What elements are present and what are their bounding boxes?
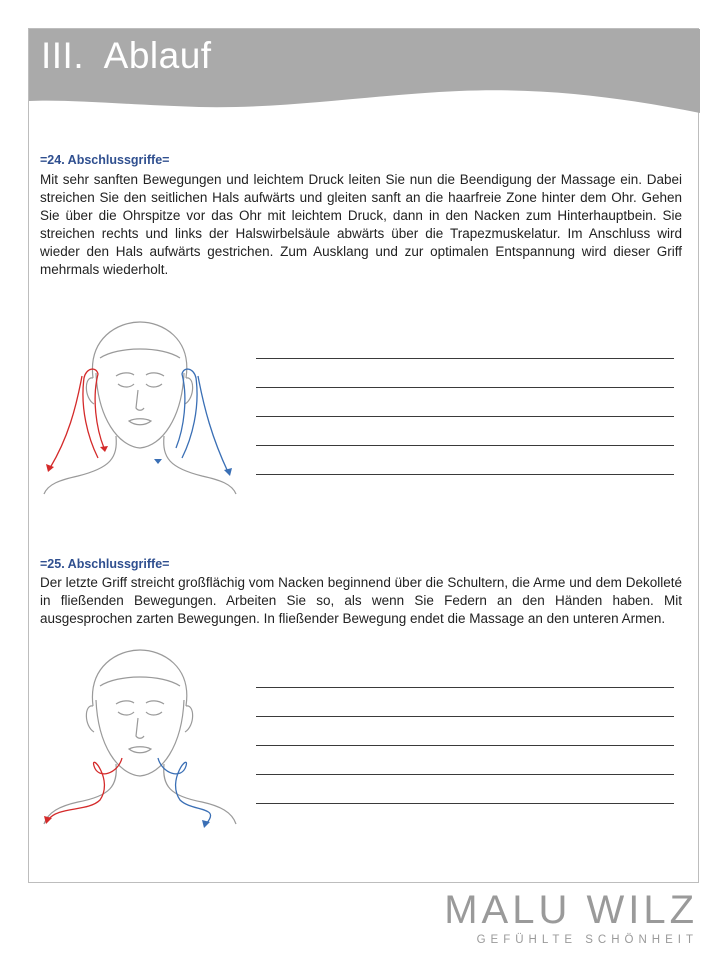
note-line[interactable] bbox=[256, 716, 674, 717]
note-line[interactable] bbox=[256, 687, 674, 688]
section-25-text: Der letzte Griff streicht großflächig vom Nacken beginnend über die Schultern, die Arme und dem Dekolleté in fließenden Bewegungen. Arbeiten Sie so, als wenn Sie Federn an den Händen haben. Mit ausgesprochen zarten Bewegungen. In fließender Bewegung endet die Massage an den unteren Armen. bbox=[40, 575, 682, 626]
note-line[interactable] bbox=[256, 803, 674, 804]
section-24-text: Mit sehr sanften Bewegungen und leichtem Druck leiten Sie nun die Beendigung der Massage ein. Dabei streichen Sie den seitlichen Hals aufwärts und gleiten sanft an die haarfreie Zone hinter dem Ohr. Gehen Sie über die Ohrspitze vor das Ohr mit leichtem Druck, dann in den Nacken zum Hinterhauptbein. Sie streichen rechts und links der Halswirbelsäule abwärts über die Trapezmuskelatur. Im Anschluss wird wieder den Hals aufwärts gestrichen. Zum Ausklang und zur optimalen Entspannung wird dieser Griff mehrmals wiederholt. bbox=[40, 172, 682, 277]
brand-tagline: GEFÜHLTE SCHÖNHEIT bbox=[476, 934, 698, 946]
section-24-heading: =24. Abschlussgriffe= bbox=[40, 153, 170, 167]
note-line[interactable] bbox=[256, 474, 674, 475]
page-title: III. Ablauf bbox=[41, 35, 212, 76]
face-illustration-shoulder-strokes bbox=[38, 648, 238, 828]
section-25-heading: =25. Abschlussgriffe= bbox=[40, 557, 170, 571]
note-line[interactable] bbox=[256, 416, 674, 417]
note-line[interactable] bbox=[256, 745, 674, 746]
note-line[interactable] bbox=[256, 774, 674, 775]
note-line[interactable] bbox=[256, 445, 674, 446]
face-illustration-ear-strokes bbox=[38, 318, 238, 496]
note-line[interactable] bbox=[256, 358, 674, 359]
brand-logo-name: MALU WILZ bbox=[444, 888, 698, 932]
note-line[interactable] bbox=[256, 387, 674, 388]
